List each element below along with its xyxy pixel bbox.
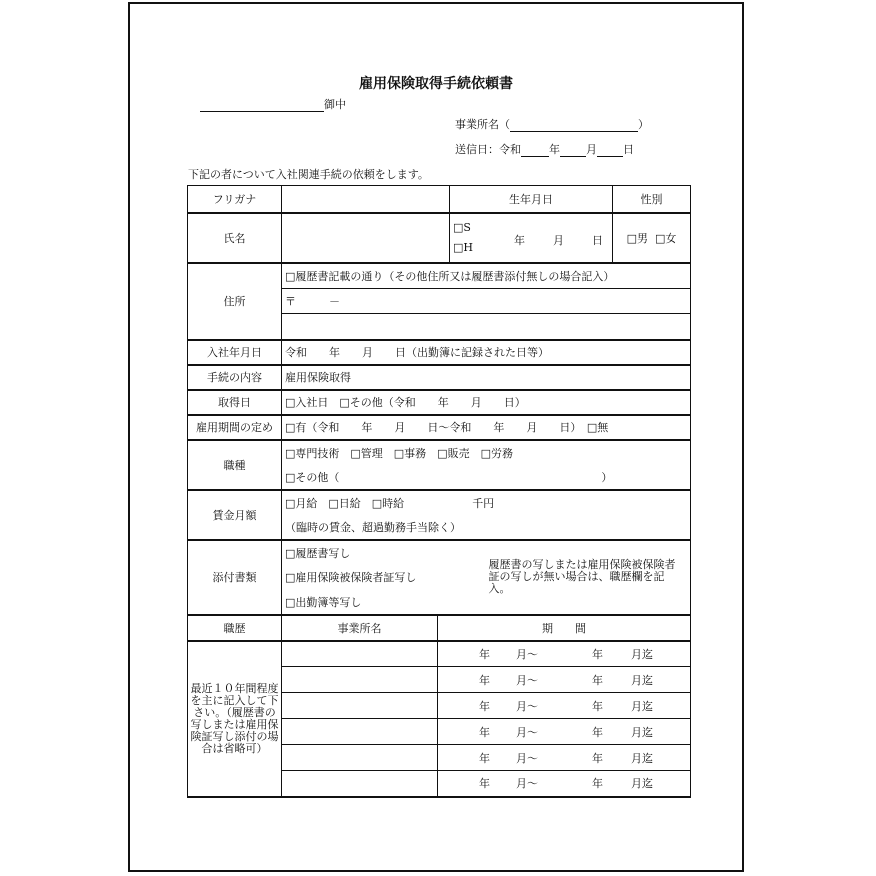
wage-type-options[interactable] [282,490,691,515]
furigana-row [188,186,691,213]
period-from-year: 年 [479,777,490,791]
job-row-1 [188,440,691,465]
send-year-field[interactable] [521,143,549,157]
procedure-row [188,365,691,390]
history-period-field[interactable] [438,641,691,667]
period-from-month: 月～ [516,777,538,791]
job-type-other[interactable] [282,465,691,490]
wage-note: （臨時の賃金、超過勤務手当除く） [282,515,691,540]
gender-field [613,213,691,263]
name-field[interactable] [282,213,450,263]
period-units [441,672,687,688]
history-period-field[interactable] [438,771,691,797]
wage-row-1 [188,490,691,515]
period-to-month: 月迄 [631,777,653,791]
attachments-row-1 [188,540,691,565]
period-to-year: 年 [592,647,603,661]
history-period-header: 期 間 [438,615,691,641]
intro-text: 下記の者について入社関連手続の依頼をします。 [188,168,429,181]
send-month-unit: 月 [586,143,597,156]
acquisition-date-field[interactable]: □入社日 □その他（令和 年 月 日） [282,390,691,415]
period-to-year: 年 [592,751,603,765]
postal-code-field[interactable]: 〒 － [282,289,691,314]
period-from-year: 年 [479,647,490,661]
history-period-field[interactable] [438,719,691,745]
procedure-value: 雇用保険取得 [282,365,691,390]
furigana-field[interactable] [282,186,450,213]
application-table [187,185,691,798]
period-from-month: 月～ [516,699,538,713]
wage-label: 賃金月額 [188,490,282,540]
period-to-year: 年 [592,699,603,713]
employment-term-row [188,415,691,440]
period-from-month: 月～ [516,725,538,739]
join-date-label: 入社年月日 [188,340,282,365]
history-period-field[interactable] [438,745,691,771]
period-to-year: 年 [592,725,603,739]
job-type-options[interactable]: □専門技術 □管理 □事務 □販売 □労務 [282,440,691,465]
birth-date-field [450,213,613,263]
name-row [188,213,691,263]
period-from-year: 年 [479,751,490,765]
period-from-year: 年 [479,725,490,739]
procedure-label: 手続の内容 [188,365,282,390]
attachments-note-cell [450,540,691,615]
address-field[interactable] [282,314,691,340]
history-office-field[interactable] [282,667,438,693]
document-title: 雇用保険取得手続依頼書 [359,76,513,92]
history-office-field[interactable] [282,771,438,797]
birth-ymd [514,232,603,248]
office-name-close: ） [638,118,649,131]
attachments-note: 履歴書の写しまたは雇用保険被保険者証の写しが無い場合は、職歴欄を記入。 [488,558,676,595]
send-day-field[interactable] [597,143,623,157]
period-from-month: 月～ [516,751,538,765]
history-office-field[interactable] [282,693,438,719]
period-from-month: 月～ [516,647,538,661]
attach-resume-checkbox[interactable]: □履歴書写し [282,540,450,565]
birth-year-unit: 年 [514,233,525,247]
address-same-as-resume[interactable]: □履歴書記載の通り（その他住所又は履歴書添付無しの場合記入） [282,263,691,289]
job-type-label: 職種 [188,440,282,490]
history-row [188,641,691,667]
history-office-header: 事業所名 [282,615,438,641]
address-row-1 [188,263,691,289]
history-office-field[interactable] [282,745,438,771]
period-from-year: 年 [479,699,490,713]
addressee-field[interactable] [200,98,324,112]
job-other-open: □その他（ [285,470,340,484]
period-to-year: 年 [592,673,603,687]
period-to-month: 月迄 [631,673,653,687]
birth-header: 生年月日 [450,186,613,213]
male-checkbox[interactable]: □男 [626,231,648,245]
office-name-field[interactable] [510,118,638,132]
history-note: 最近１０年間程度を主に記入して下さい。（履歴書の写しまたは雇用保険証写し添付の場合は省略可） [188,641,282,797]
acquisition-date-label: 取得日 [188,390,282,415]
period-to-month: 月迄 [631,751,653,765]
addressee-suffix: 御中 [324,98,346,111]
office-name-label: 事業所名（ [455,118,510,131]
history-office-field[interactable] [282,719,438,745]
name-label: 氏名 [188,213,282,263]
history-header-row [188,615,691,641]
period-from-month: 月～ [516,673,538,687]
history-period-field[interactable] [438,667,691,693]
period-to-month: 月迄 [631,647,653,661]
attach-attendance-checkbox[interactable]: □出勤簿等写し [282,590,450,615]
birth-month-unit: 月 [553,233,564,247]
period-units [441,750,687,766]
era-s-checkbox[interactable]: □S [453,220,471,234]
wage-unit: 千円 [472,496,495,510]
send-date-label: 送信日：令和 [455,143,521,156]
employment-term-field[interactable]: □有（令和 年 月 日～令和 年 月 日） □無 [282,415,691,440]
era-h-checkbox[interactable]: □H [453,240,473,254]
period-from-year: 年 [479,673,490,687]
attachments-label: 添付書類 [188,540,282,615]
history-label: 職歴 [188,615,282,641]
employment-term-label: 雇用期間の定め [188,415,282,440]
female-checkbox[interactable]: □女 [655,231,677,245]
period-units [441,724,687,740]
period-units [441,698,687,714]
period-to-month: 月迄 [631,699,653,713]
furigana-label: フリガナ [188,186,282,213]
office-name-line [455,116,649,132]
period-units [441,646,687,662]
birth-day-unit: 日 [592,233,603,247]
history-office-field[interactable] [282,641,438,667]
wage-types: □月給 □日給 □時給 [285,496,405,510]
send-day-unit: 日 [623,143,634,156]
period-to-year: 年 [592,777,603,791]
form-page [128,2,744,872]
address-label: 住所 [188,263,282,340]
gender-header: 性別 [613,186,691,213]
job-other-close: ） [601,470,613,484]
send-year-unit: 年 [549,143,560,156]
history-period-field[interactable] [438,693,691,719]
send-month-field[interactable] [560,143,586,157]
acquisition-date-row [188,390,691,415]
attach-insurance-card-checkbox[interactable]: □雇用保険被保険者証写し [282,565,450,590]
period-to-month: 月迄 [631,725,653,739]
addressee [200,96,346,112]
send-date-line [455,141,634,157]
join-date-field[interactable]: 令和 年 月 日（出勤簿に記録された日等） [282,340,691,365]
period-units [441,775,687,791]
join-date-row [188,340,691,365]
